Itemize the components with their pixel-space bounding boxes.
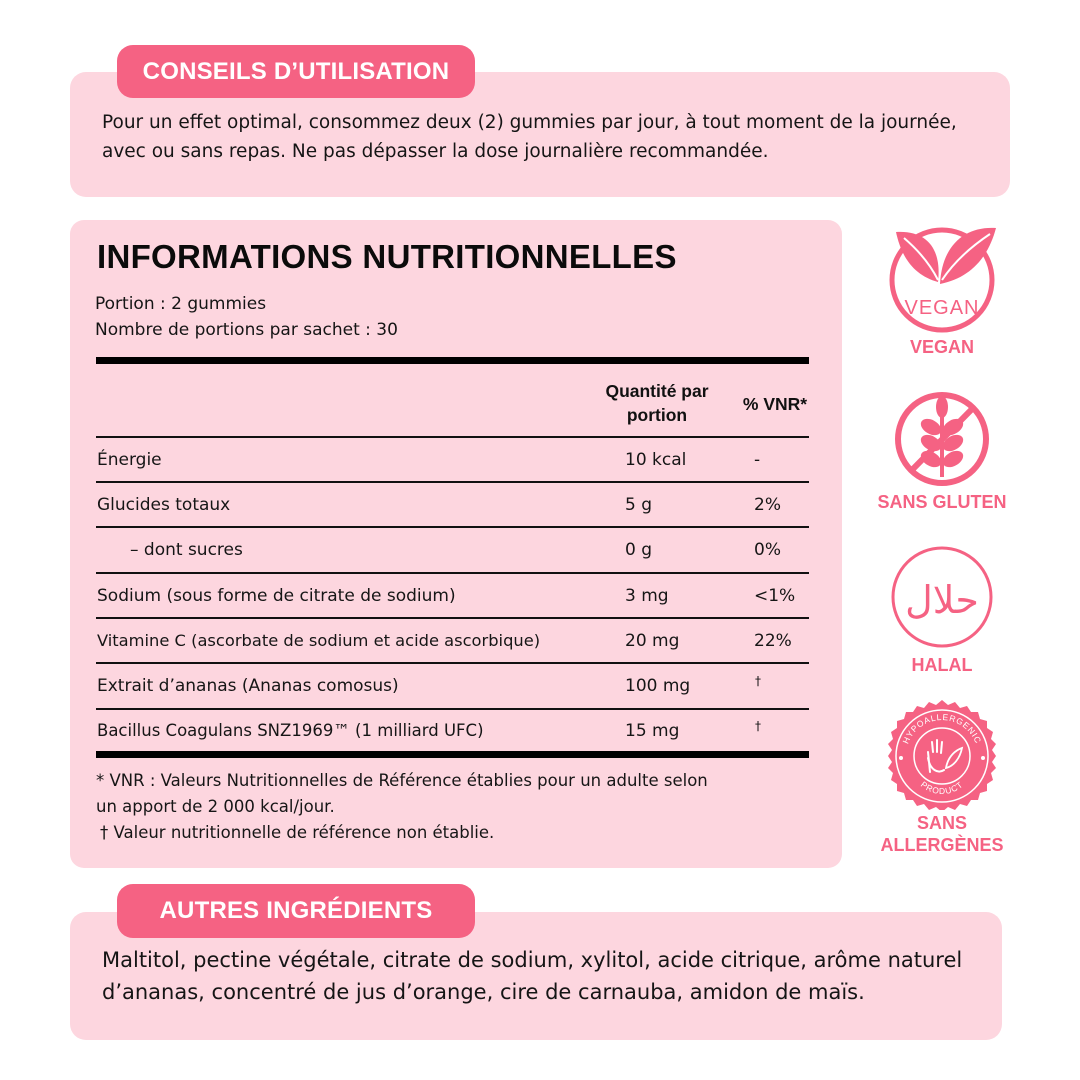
halal-icon <box>886 543 998 651</box>
badge-gluten-free <box>872 387 1012 513</box>
ingredients-title: AUTRES INGRÉDIENTS <box>159 897 433 924</box>
header-vnr: % VNR* <box>742 394 808 414</box>
header-rule <box>96 436 809 438</box>
hypoallergenic-seal-icon <box>882 698 1002 810</box>
row-qty: 0 g <box>625 540 653 560</box>
row-name: Sodium (sous forme de citrate de sodium) <box>97 586 456 606</box>
row-name: Glucides totaux <box>97 495 231 515</box>
gluten-free-wheat-icon <box>886 387 998 487</box>
row-vnr: † <box>755 719 761 733</box>
vegan-leaf-icon <box>886 222 998 334</box>
row-qty: 15 mg <box>625 721 680 741</box>
svg-text:حلال: حلال <box>905 578 979 622</box>
footnote-dagger: † Valeur nutritionnelle de référence non établie. <box>100 823 495 842</box>
badge-label: SANS GLUTEN <box>877 492 1007 512</box>
row-qty: 10 kcal <box>625 450 687 470</box>
ingredients-text: Maltitol, pectine végétale, citrate de sodium, xylitol, acide citrique, arôme naturel d’ananas, concentré de jus d’orange, cire de carnauba, amidon de maïs. <box>102 948 963 1004</box>
row-divider <box>96 572 809 574</box>
row-name: Extrait d’ananas (Ananas comosus) <box>97 676 399 696</box>
badge-vegan <box>872 222 1012 358</box>
nutrition-title: INFORMATIONS NUTRITIONNELLES <box>97 238 677 275</box>
usage-text: Pour un effet optimal, consommez deux (2) gummies par jour, à tout moment de la journée, avec ou sans repas. Ne pas dépasser la dose journalière recommandée. <box>102 112 957 162</box>
usage-title: CONSEILS D’UTILISATION <box>142 57 450 85</box>
row-divider <box>96 481 809 483</box>
row-name: Énergie <box>97 450 162 470</box>
row-vnr: 2% <box>754 495 781 515</box>
row-qty: 20 mg <box>625 631 680 651</box>
usage-title-tab <box>117 45 475 98</box>
badge-label: SANS ALLERGÈNES <box>880 813 1004 855</box>
row-name: Vitamine C (ascorbate de sodium et acide ascorbique) <box>97 631 541 650</box>
header-quantity: Quantité par portion <box>605 381 709 425</box>
servings-per-bag: Nombre de portions par sachet : 30 <box>95 320 398 340</box>
row-vnr: <1% <box>754 586 796 606</box>
row-divider <box>96 708 809 710</box>
footnote-vnr-line2: un apport de 2 000 kcal/jour. <box>96 797 335 816</box>
row-divider <box>96 662 809 664</box>
row-divider <box>96 617 809 619</box>
row-qty: 3 mg <box>625 586 669 606</box>
badge-halal <box>872 543 1012 676</box>
badge-label: HALAL <box>911 655 973 675</box>
badge-allergen-free <box>872 698 1012 856</box>
row-vnr: 22% <box>754 631 792 651</box>
badge-label: VEGAN <box>909 337 974 357</box>
table-top-rule <box>96 357 809 364</box>
svg-text:PRODUCT: PRODUCT <box>918 779 966 797</box>
table-bottom-rule <box>96 751 809 758</box>
svg-text:HYPOALLERGENIC: HYPOALLERGENIC <box>900 711 984 746</box>
row-name: Bacillus Coagulans SNZ1969™ (1 milliard UFC) <box>97 721 484 740</box>
row-qty: 100 mg <box>625 676 691 696</box>
row-qty: 5 g <box>625 495 653 515</box>
portion-size: Portion : 2 gummies <box>95 294 267 314</box>
footnote-vnr-line1: * VNR : Valeurs Nutritionnelles de Référence établies pour un adulte selon <box>96 771 708 790</box>
row-name: – dont sucres <box>130 540 243 560</box>
row-divider <box>96 526 809 528</box>
row-vnr: † <box>755 674 761 688</box>
row-vnr: 0% <box>754 540 781 560</box>
svg-text:VEGAN: VEGAN <box>904 297 980 319</box>
ingredients-title-tab <box>117 884 475 938</box>
row-vnr: - <box>754 450 761 470</box>
